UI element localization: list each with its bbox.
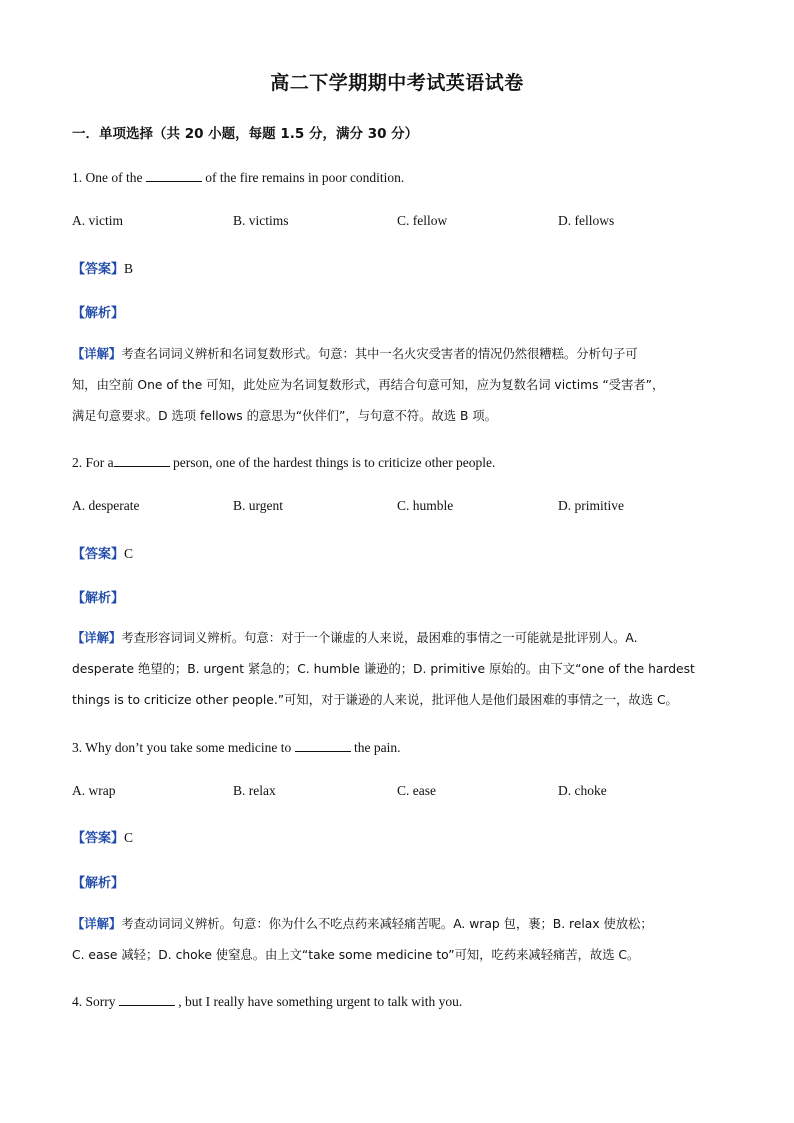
detail-line: desperate 绝望的；B. urgent 紧急的；C. humble 谦逊的；D. primitive 原始的。由下文“one of the hardest — [72, 662, 695, 676]
question-1-option-a: A. victim — [72, 213, 123, 228]
question-1-stem: 1. One of the of the fire remains in poor condition. — [72, 170, 405, 185]
detail-line: 【详解】考查动词词义辨析。句意：你为什么不吃点药来减轻痛苦呢。A. wrap 包，裹；B. relax 使放松； — [72, 917, 653, 931]
answer-value: C — [124, 830, 134, 845]
question-3-answer — [72, 827, 133, 846]
question-2-answer — [72, 543, 133, 562]
analysis-label: 【解析】 — [72, 876, 125, 891]
detail-line: 知，由空前 One of the 可知，此处应为名词复数形式，再结合句意可知，应为复数名词 victims “受害者”， — [72, 378, 665, 392]
question-3-detail — [72, 909, 722, 971]
question-3-stem: 3. Why don’t you take some medicine to the pain. — [72, 740, 401, 755]
question-2-stem: 2. For a person, one of the hardest things is to criticize other people. — [72, 455, 496, 470]
analysis-label: 【解析】 — [72, 591, 125, 606]
question-2-option-a: A. desperate — [72, 498, 140, 513]
question-1-option-b: B. victims — [233, 213, 289, 228]
answer-label: 【答案】 — [72, 262, 125, 277]
question-2-option-c: C. humble — [397, 498, 454, 513]
detail-line: 满足句意要求。D 选项 fellows 的意思为“伙伴们”，与句意不符。故选 B 项。 — [72, 409, 497, 423]
question-1-answer — [72, 258, 133, 277]
question-4-stem: 4. Sorry , but I really have something urgent to talk with you. — [72, 994, 463, 1009]
answer-value: C — [124, 546, 134, 561]
detail-line: 【详解】考查形容词词义辨析。句意：对于一个谦虚的人来说，最困难的事情之一可能就是批评别人。A. — [72, 631, 638, 645]
question-2-detail — [72, 623, 722, 716]
answer-blank — [146, 169, 202, 182]
question-3-option-a: A. wrap — [72, 783, 116, 798]
question-1-detail — [72, 339, 722, 432]
question-1-option-d: D. fellows — [558, 213, 615, 228]
analysis-label: 【解析】 — [72, 306, 125, 321]
question-2-option-d: D. primitive — [558, 498, 624, 513]
question-3-option-d: D. choke — [558, 783, 607, 798]
question-3-analysis — [72, 872, 124, 891]
answer-blank — [295, 739, 351, 752]
question-1-analysis — [72, 302, 124, 321]
detail-label: 【详解】 — [72, 347, 122, 361]
detail-label: 【详解】 — [72, 917, 122, 931]
answer-label: 【答案】 — [72, 547, 125, 562]
question-1-option-c: C. fellow — [397, 213, 448, 228]
detail-line: C. ease 减轻；D. choke 使窒息。由上文“take some medicine to”可知，吃药来减轻痛苦，故选 C。 — [72, 948, 640, 962]
detail-line: things is to criticize other people.”可知，对于谦逊的人来说，批评他人是他们最困难的事情之一，故选 C。 — [72, 693, 678, 707]
answer-label: 【答案】 — [72, 831, 125, 846]
question-3-option-c: C. ease — [397, 783, 436, 798]
question-3-option-b: B. relax — [233, 783, 276, 798]
answer-blank — [119, 993, 175, 1006]
detail-line: 【详解】考查名词词义辨析和名词复数形式。句意：其中一名火灾受害者的情况仍然很糟糕。分析句子可 — [72, 347, 638, 361]
question-2-option-b: B. urgent — [233, 498, 283, 513]
question-2-analysis — [72, 587, 124, 606]
answer-value: B — [124, 261, 134, 276]
answer-blank — [114, 454, 170, 467]
page-title: 高二下学期期中考试英语试卷 — [270, 72, 524, 94]
detail-label: 【详解】 — [72, 631, 122, 645]
section-heading: 一．单项选择（共 20 小题，每题 1.5 分，满分 30 分） — [72, 126, 419, 142]
